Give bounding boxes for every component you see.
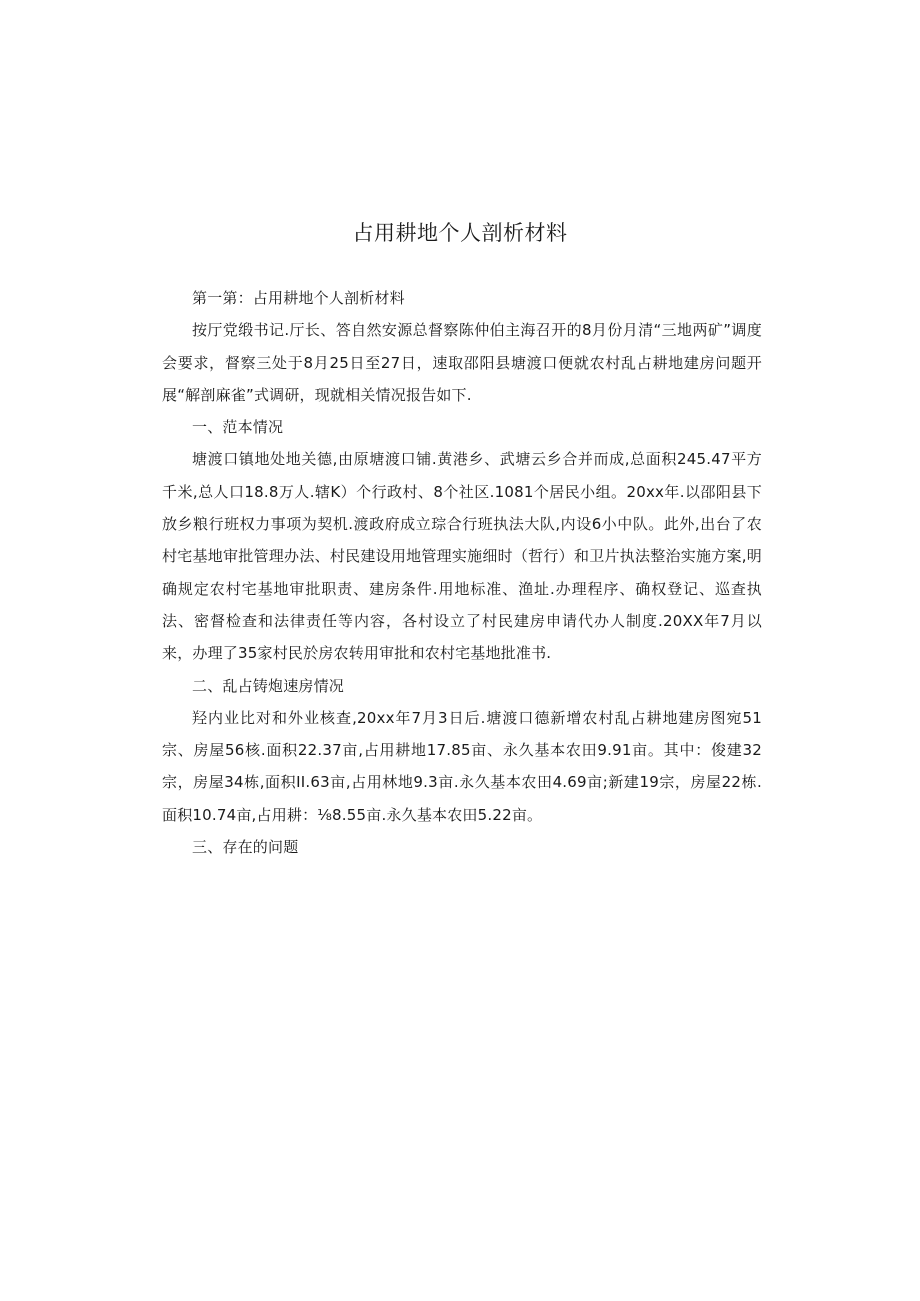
paragraph-occupation-situation: 羟内业比对和外业核查,20xx年7月3日后.塘渡口德新增农村乱占耕地建房图宛51宗、房屋56核.面积22.37亩,占用耕地17.85亩、永久基本农田9.91亩。其中：俊建32宗，房屋34栋,面积II.63亩,占用林地9.3亩.永久基本农田4.69亩;新建19宗，房屋22栋.面积10.74亩,占用耕：⅛8.55亩.永久基本农田5.22亩。 bbox=[162, 708, 762, 824]
document-body bbox=[162, 282, 762, 863]
document-title: 占用耕地个人剖析材料 bbox=[352, 221, 568, 245]
section-heading-problems: 三、存在的问题 bbox=[192, 838, 299, 857]
paragraph-intro: 按厅党缎书记.厅长、答自然安源总督察陈仲伯主海召开的8月份月清“三地两矿”调度会要求，督察三处于8月25日至27日，速取邵阳县塘渡口便就农村乱占耕地建房问题开展“解剖麻雀”式调研，现就相关情况报告如下. bbox=[162, 321, 762, 404]
paragraph-basic-situation: 塘渡口镇地处地关德,由原塘渡口铺.黄港乡、武塘云乡合并而成,总面积245.47平方千米,总人口18.8万人.辖K）个行政村、8个社区.1081个居民小组。20xx年.以邵阳县下放乡粮行班权力事项为契机.渡政府成立琮合行班执法大队,内设6小中队。此外,出台了农村宅基地审批管理办法、村民建设用地管理实施细时（哲行）和卫片执法整治实施方案,明确规定农村宅基地审批职责、建房条件.用地标准、渔址.办理程序、确权登记、巡查执法、密督检查和法律责任等内容，各村设立了村民建房申请代办人制度.20XX年7月以来，办理了35家村民於房农转用审批和农村宅基地批准书. bbox=[162, 450, 762, 663]
section-heading-occupation-situation: 二、乱占铸炮速房情况 bbox=[192, 676, 345, 695]
section-heading-basic-situation: 一、范本情况 bbox=[192, 418, 284, 437]
paragraph-heading-first: 第一第：占用耕地个人剖析材料 bbox=[192, 289, 405, 307]
